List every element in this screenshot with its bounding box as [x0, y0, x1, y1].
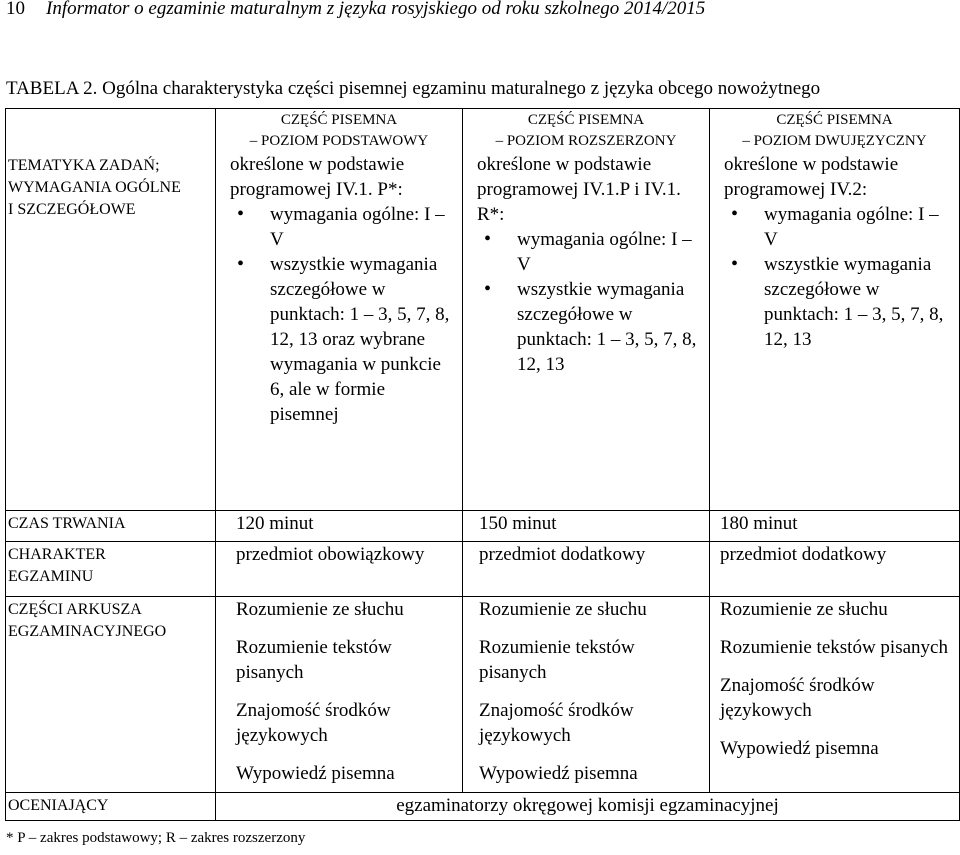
- footnote: * P – zakres podstawowy; R – zakres rozszerzony: [6, 830, 306, 846]
- table-row: [6, 109, 960, 511]
- parts-rozszerzony: [463, 597, 710, 793]
- list-item: Wypowiedź pisemna: [236, 763, 395, 784]
- time-dwujezyczny: 180 minut: [710, 511, 960, 542]
- table-row: [6, 597, 960, 793]
- character-rozszerzony: przedmiot dodatkowy: [463, 542, 710, 597]
- caption-label: TABELA 2.: [6, 78, 98, 99]
- table-caption: [6, 78, 820, 100]
- list-item: Rozumienie tekstów pisanych: [479, 637, 635, 683]
- list-item: Rozumienie ze słuchu: [720, 599, 888, 620]
- list-item: • wymagania ogólne: I – V: [477, 227, 705, 277]
- row-label-tematyka: TEMATYKA ZADAŃ; WYMAGANIA OGÓLNE I SZCZEGÓŁOWE: [6, 109, 216, 511]
- list-item: Znajomość środków językowych: [236, 700, 391, 746]
- column-podstawowy: [216, 109, 463, 511]
- character-podstawowy: przedmiot obowiązkowy: [216, 542, 463, 597]
- table-row: [6, 542, 960, 597]
- page-header: [6, 0, 705, 20]
- list-item: Rozumienie tekstów pisanych: [236, 637, 392, 683]
- list-item: • wszystkie wymagania szczegółowe w punktach: 1 – 3, 5, 7, 8, 12, 13 oraz wybrane wymagania w punkcie 6, ale w formie pisemnej: [230, 252, 458, 427]
- column-header: CZĘŚĆ PISEMNA – POZIOM PODSTAWOWY: [249, 112, 429, 149]
- caption-text: Ogólna charakterystyka części pisemnej egzaminu maturalnego z języka obcego nowożytnego: [102, 78, 821, 99]
- list-item: Rozumienie ze słuchu: [479, 599, 647, 620]
- column-header: CZĘŚĆ PISEMNA – POZIOM DWUJĘZYCZNY: [742, 112, 927, 149]
- time-podstawowy: 120 minut: [216, 511, 463, 542]
- requirements-intro: określone w podstawie programowej IV.1. P*:: [230, 154, 405, 200]
- evaluators-value: egzaminatorzy okręgowej komisji egzaminacyjnej: [216, 793, 960, 821]
- row-label-oceniajacy: OCENIAJĄCY: [6, 793, 216, 821]
- parts-dwujezyczny: [710, 597, 960, 793]
- row-label-charakter: CHARAKTER EGZAMINU: [6, 542, 216, 597]
- column-dwujezyczny: [710, 109, 960, 511]
- time-rozszerzony: 150 minut: [463, 511, 710, 542]
- table-row: [6, 793, 960, 821]
- page-number: 10: [6, 0, 25, 19]
- list-item: Wypowiedź pisemna: [479, 763, 638, 784]
- list-item: Znajomość środków językowych: [479, 700, 634, 746]
- page-header-title: Informator o egzaminie maturalnym z języka rosyjskiego od roku szkolnego 2014/2015: [46, 0, 706, 19]
- list-item: • wymagania ogólne: I – V: [230, 202, 458, 252]
- list-item: • wszystkie wymagania szczegółowe w punktach: 1 – 3, 5, 7, 8, 12, 13: [477, 277, 705, 377]
- row-label-czas: CZAS TRWANIA: [6, 511, 216, 542]
- requirements-intro: określone w podstawie programowej IV.1.P i IV.1. R*:: [477, 154, 681, 225]
- table-row: [6, 511, 960, 542]
- requirements-list: [724, 202, 955, 352]
- character-dwujezyczny: przedmiot dodatkowy: [710, 542, 960, 597]
- requirements-list: [477, 227, 705, 377]
- list-item: • wymagania ogólne: I – V: [724, 202, 955, 252]
- parts-podstawowy: [216, 597, 463, 793]
- requirements-list: [230, 202, 458, 427]
- row-label-czesci: CZĘŚCI ARKUSZA EGZAMINACYJNEGO: [6, 597, 216, 793]
- list-item: Rozumienie ze słuchu: [236, 599, 404, 620]
- list-item: Rozumienie tekstów pisanych: [720, 637, 948, 658]
- column-rozszerzony: [463, 109, 710, 511]
- list-item: Znajomość środków językowych: [720, 675, 875, 721]
- characteristics-table: [5, 108, 960, 821]
- requirements-intro: określone w podstawie programowej IV.2:: [724, 154, 899, 200]
- list-item: • wszystkie wymagania szczegółowe w punktach: 1 – 3, 5, 7, 8, 12, 13: [724, 252, 955, 352]
- list-item: Wypowiedź pisemna: [720, 738, 879, 759]
- column-header: CZĘŚĆ PISEMNA – POZIOM ROZSZERZONY: [495, 112, 677, 149]
